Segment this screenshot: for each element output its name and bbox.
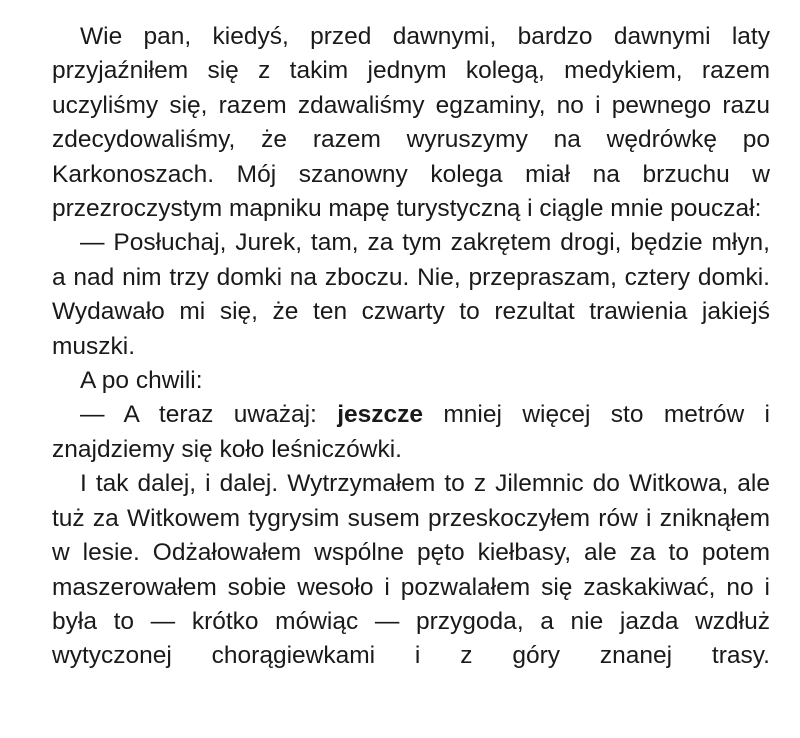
paragraph-karkonosze-trip: Wie pan, kiedyś, przed dawnymi, bardzo dawnymi laty przyjaźniłem się z takim jednym kolegą, medykiem, razem uczyliśmy się, razem zdawaliśmy egzaminy, no i pewnego razu zdecydowaliśmy, że razem wyruszymy na wędrówkę po Karkonoszach. Mój szanowny kolega miał na brzuchu w przezroczystym mapniku mapę turystyczną i ciągle mnie pouczał: <box>52 23 770 223</box>
dialogue-forester-lodge-start: — A teraz uważaj: <box>80 401 338 429</box>
paragraph-after-a-while: A po chwili: <box>80 367 203 395</box>
document-page <box>52 20 770 674</box>
paragraph-escape-into-forest: I tak dalej, i dalej. Wytrzymałem to z Jilemnic do Witkowa, ale tuż za Witkowem tygrysim susem przeskoczyłem rów i zniknąłem w lesie. Odżałowałem wspólne pęto kiełbasy, ale za to potem maszerowałem sobie wesoło i pozwalałem się zaskakiwać, no i była to — krótko mówiąc — przygoda, a nie jazda wzdłuż wytyczonej chorągiewkami i z góry znanej trasy. <box>52 470 770 670</box>
dialogue-forester-lodge <box>52 398 770 467</box>
dialogue-forester-lodge-end: mniej więcej sto metrów i znajdziemy się koło leśniczówki. <box>52 401 770 463</box>
emphasized-word: jeszcze <box>337 401 424 429</box>
dialogue-mill-houses: — Posłuchaj, Jurek, tam, za tym zakrętem drogi, będzie młyn, a nad nim trzy domki na zboczu. Nie, przepraszam, cztery domki. Wydawało mi się, że ten czwarty to rezultat trawienia jakiejś muszki. <box>52 229 770 360</box>
